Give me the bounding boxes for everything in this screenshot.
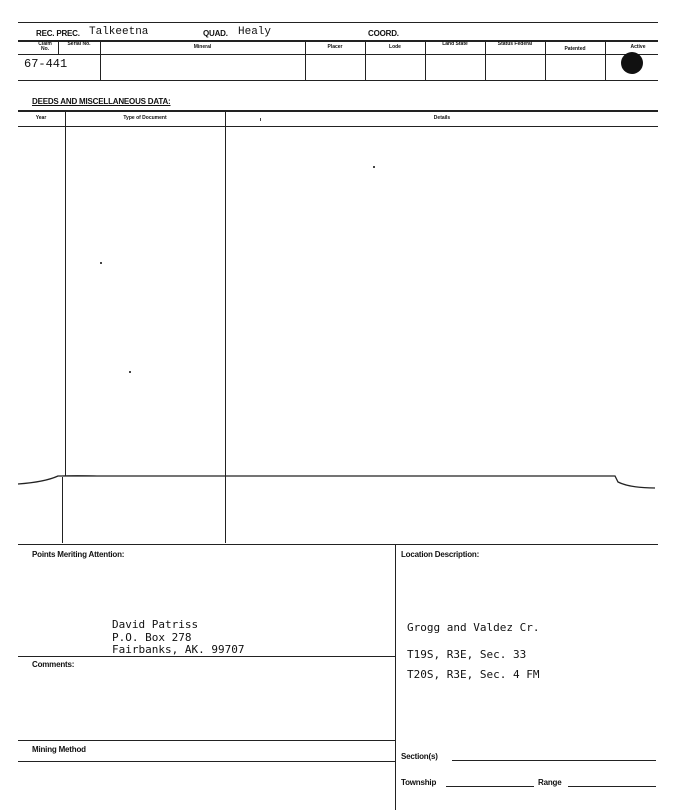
- deeds-heading: DEEDS AND MISCELLANEOUS DATA:: [32, 97, 171, 106]
- col-header-mineral: Mineral: [193, 44, 212, 50]
- points-line-2: P.O. Box 278: [112, 631, 192, 644]
- col-header-serial-no: Serial No.: [67, 41, 91, 47]
- speck: [129, 371, 131, 373]
- deeds-col-year: Year: [35, 115, 47, 121]
- col-divider: [425, 40, 426, 80]
- range-label: Range: [538, 778, 562, 787]
- quad-label: QUAD.: [203, 29, 228, 38]
- bottom-section-rule: [18, 544, 658, 545]
- col-header-placer: Placer: [327, 44, 343, 50]
- bottom-section-divider: [395, 544, 396, 810]
- deeds-col-type: Type of Document: [123, 115, 167, 121]
- comments-label: Comments:: [32, 660, 75, 669]
- location-line-3: T20S, R3E, Sec. 4 FM: [407, 668, 540, 681]
- top-rule: [18, 22, 658, 23]
- mining-label: Mining Method: [32, 745, 86, 754]
- speck: [100, 262, 102, 264]
- col-divider: [485, 40, 486, 80]
- speck: [373, 166, 375, 168]
- rec-prec-value: Talkeetna: [89, 26, 149, 38]
- col-divider: [58, 40, 59, 54]
- claim-table-top-rule: [18, 40, 658, 42]
- claim-table-bottom-rule: [18, 80, 658, 81]
- claim-table-header-rule: [18, 54, 658, 55]
- township-label: Township: [401, 778, 437, 787]
- township-fill-line: [446, 786, 534, 787]
- quad-value: Healy: [238, 26, 272, 38]
- col-header-lode: Lode: [389, 44, 401, 50]
- col-divider: [605, 40, 606, 80]
- col-header-land-state: Land State: [442, 41, 468, 47]
- col-divider: [545, 40, 546, 80]
- col-header-active: Active: [630, 44, 646, 50]
- comments-rule: [18, 656, 395, 657]
- claim-no-value: 67-441: [24, 57, 68, 71]
- deeds-col-divider: [65, 110, 66, 476]
- col-header-patented: Patented: [564, 46, 586, 52]
- points-line-1: David Patriss: [112, 618, 199, 631]
- points-line-3: Fairbanks, AK. 99707: [112, 643, 245, 656]
- col-header-claim-no: Claim No.: [38, 41, 52, 52]
- coord-label: COORD.: [368, 29, 399, 38]
- sections-fill-line: [452, 760, 656, 761]
- deeds-header-rule: [18, 126, 658, 127]
- page-seam-line: [0, 466, 678, 496]
- speck: [260, 118, 261, 121]
- mining-bottom-rule: [18, 761, 395, 762]
- deeds-top-rule: [18, 110, 658, 112]
- location-line-2: T19S, R3E, Sec. 33: [407, 648, 527, 661]
- mining-rule: [18, 740, 395, 741]
- deeds-col-details: Details: [433, 115, 451, 121]
- active-marker-dot: [621, 52, 643, 74]
- col-header-status-federal: Status Federal: [497, 41, 533, 47]
- range-fill-line: [568, 786, 656, 787]
- location-line-1: Grogg and Valdez Cr.: [407, 621, 540, 634]
- rec-prec-label: REC. PREC.: [36, 29, 80, 38]
- points-label: Points Meriting Attention:: [32, 550, 125, 559]
- sections-label: Section(s): [401, 752, 438, 761]
- location-label: Location Description:: [401, 550, 480, 559]
